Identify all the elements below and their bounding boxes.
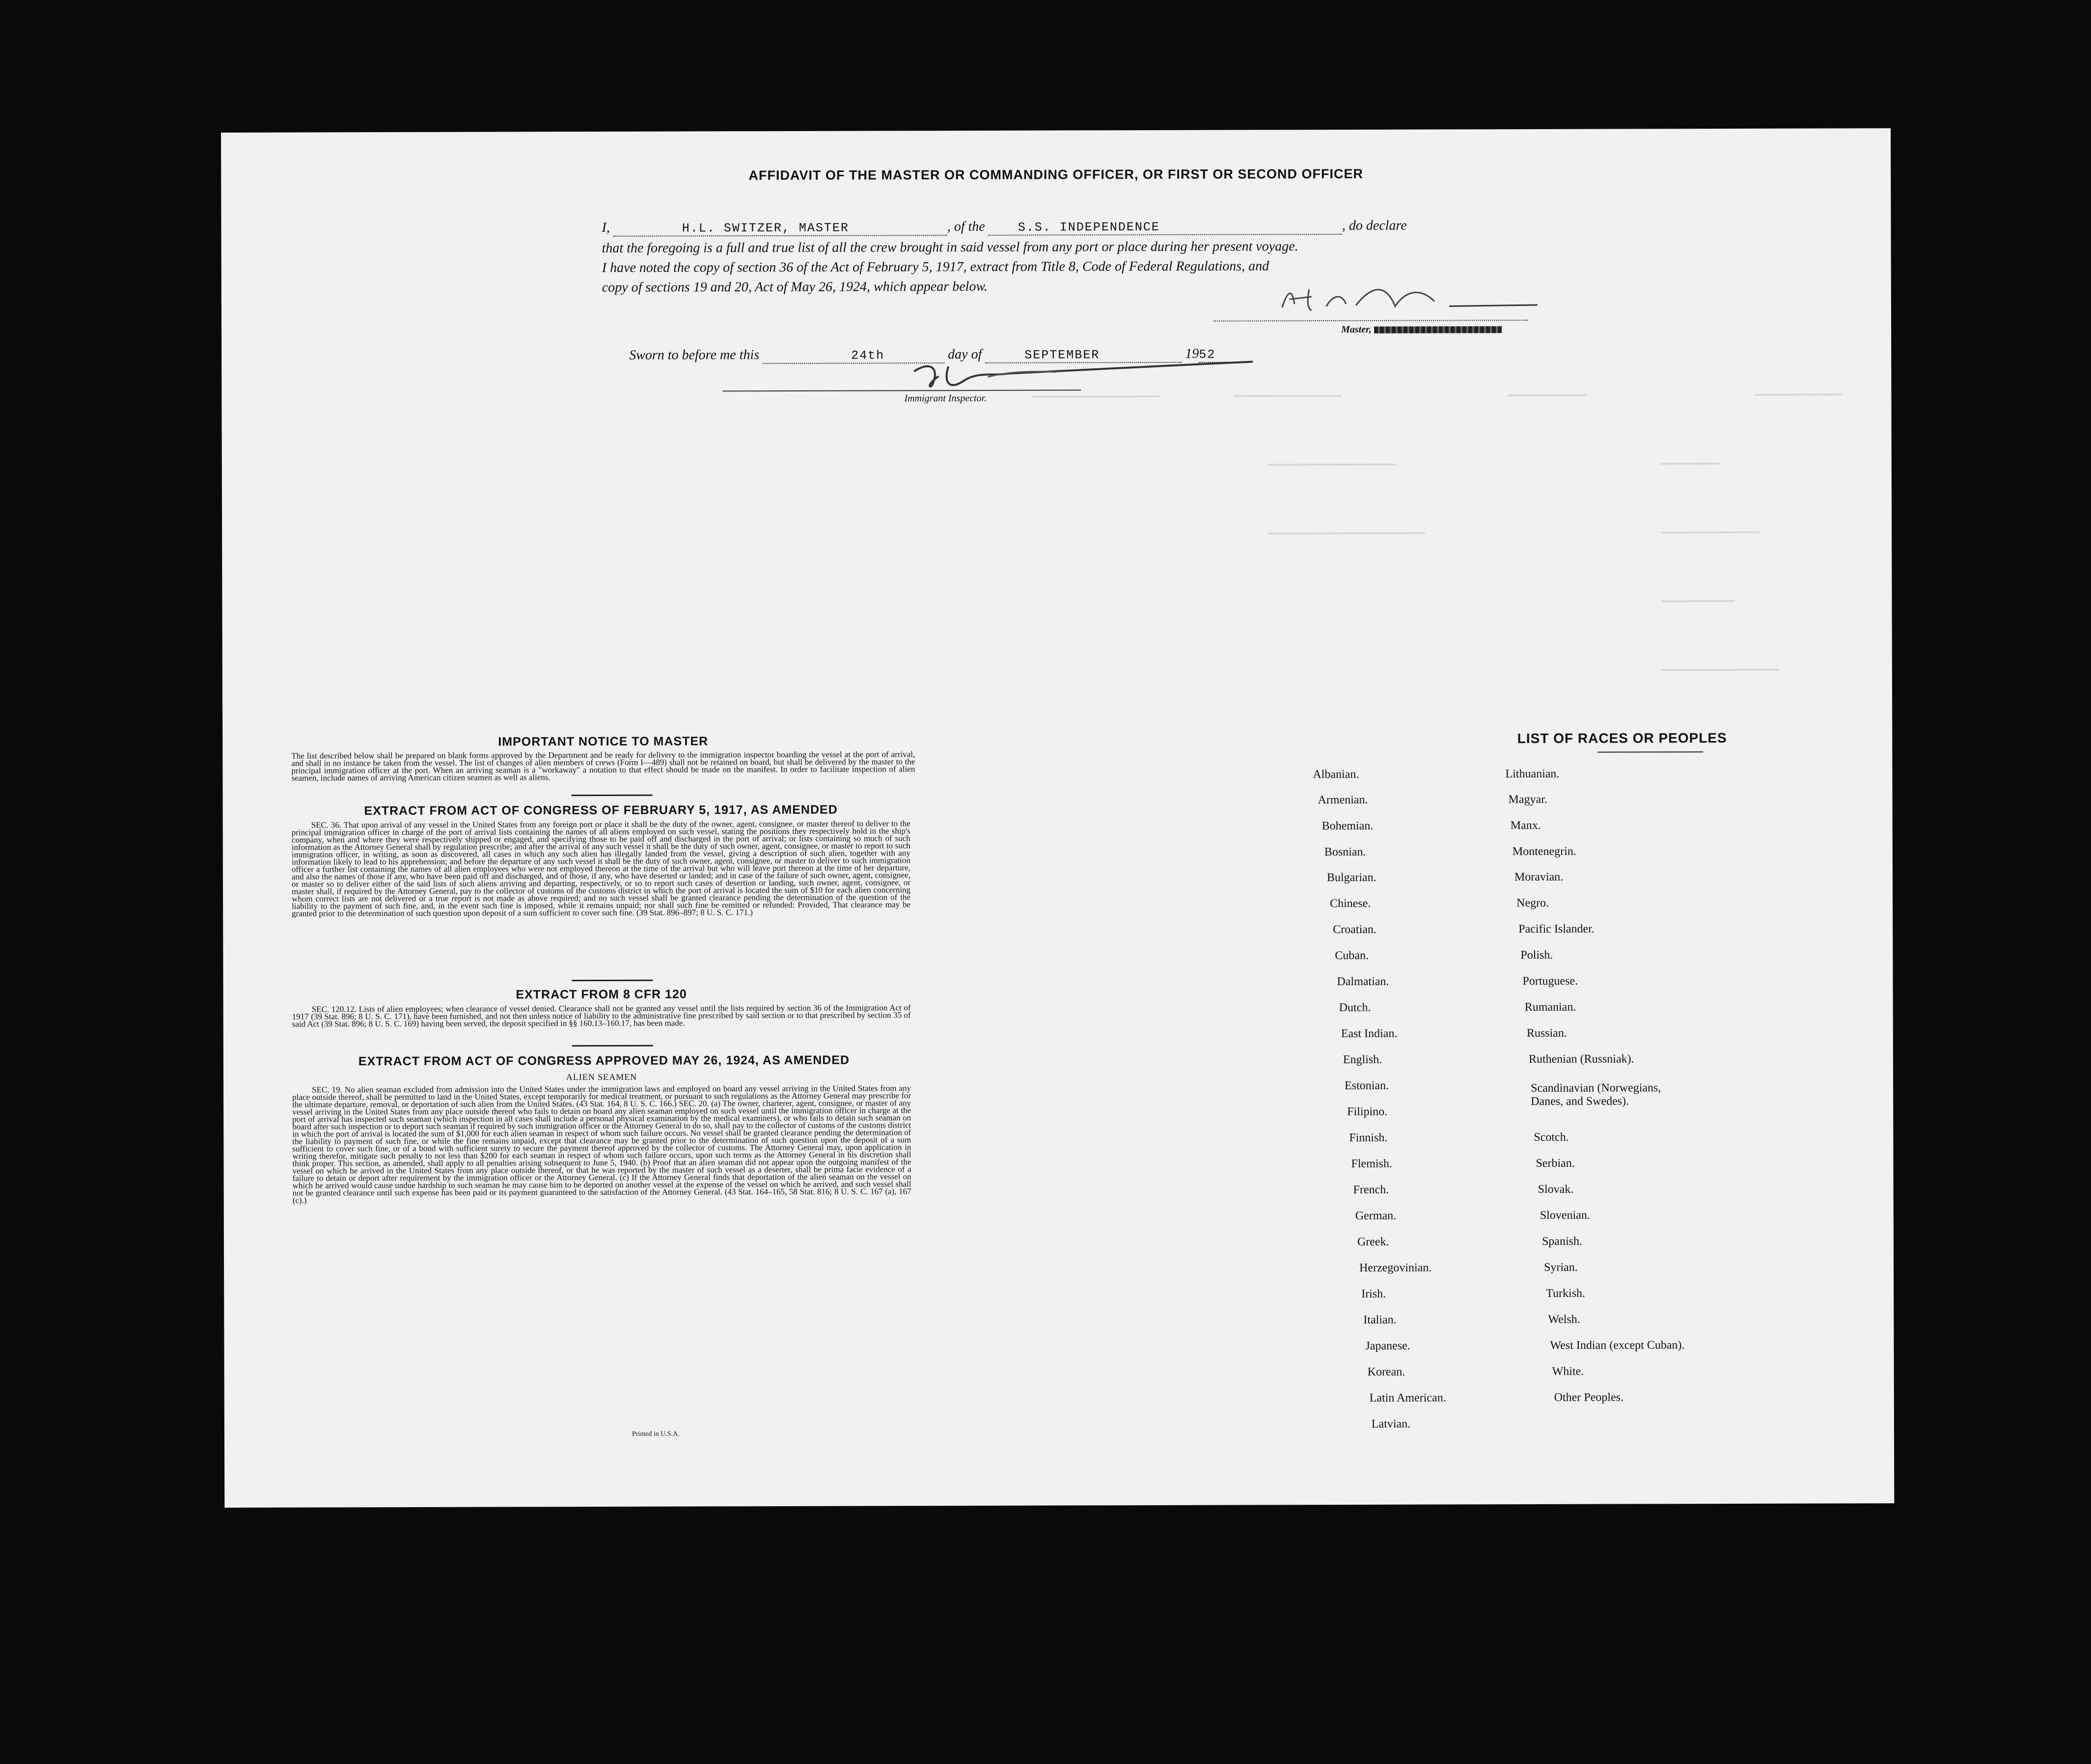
master-name-field: H.L. SWITZER, MASTER xyxy=(613,220,947,237)
race-item: Portuguese. xyxy=(1522,974,1578,988)
extract-cfr-title: EXTRACT FROM 8 CFR 120 xyxy=(516,987,687,1002)
race-item: Syrian. xyxy=(1544,1261,1578,1274)
affidavit-title: AFFIDAVIT OF THE MASTER OR COMMANDING OFFICER, OR FIRST OR SECOND OFFICER xyxy=(748,166,1364,183)
race-item: Spanish. xyxy=(1541,1235,1582,1248)
extract-1924-subtitle: ALIEN SEAMEN xyxy=(566,1072,637,1082)
extract-1924-title: EXTRACT FROM ACT OF CONGRESS APPROVED MAY 26, 1924, AS AMENDED xyxy=(358,1053,850,1069)
declaration-i-label: I, xyxy=(602,220,610,235)
declaration-of-the: , of the xyxy=(947,219,985,235)
bleed-through-mark xyxy=(1032,395,1159,398)
bleed-through-mark xyxy=(1268,464,1396,466)
race-item: English. xyxy=(1343,1053,1382,1067)
race-item: Estonian. xyxy=(1345,1079,1389,1093)
race-item: Scotch. xyxy=(1534,1130,1569,1144)
race-item: Filipino. xyxy=(1347,1105,1388,1119)
declaration-line-1 xyxy=(602,217,1746,237)
race-item: Italian. xyxy=(1363,1313,1397,1326)
extract-1924-body: SEC. 19. No alien seaman excluded from admission into the United States under the immigration laws and employed on board any vessel arriving in the United States from any place outside thereof, shall be permitted to land in the United States, except temporarily for medical treatment, or pursuant to such regulations as the Attorney General may prescribe for the ultimate departure, removal, or deportation of such alien from the United States. (43 Stat. 164, 8 U. S. C. 166.) SEC. 20. (a) The owner, charterer, agent, consignee, or master of any vessel arriving in the United States from any place outside thereof who fails to detain on board any alien seaman employed on such vessel until the immigration officer in charge at the port of arrival has inspected such seaman (which inspection in all cases shall include a personal physical examination by the medical examiners), or who fails to detain such seaman on board after such inspection or to deport such seaman if required by such immigration officer or the Attorney General to do so, shall pay to the collector of customs of the customs district in which the port of arrival is located the sum of $1,000 for each alien seaman in respect of whom such failure occurs. No vessel shall be granted clearance pending the determination of the liability to payment of such fine, or while the fine remains unpaid, except that clearance may be granted prior to the determination of such question upon the deposit of a sum sufficient to cover such fine, or of a bond with sufficient surety to secure the payment thereof approved by the collector of customs. The Attorney General may, upon application in writing therefor, mitigate such penalty to not less than $200 for each seaman in respect of whom such failure occurs, upon such terms as the Attorney General in his discretion shall think proper. This section, as amended, shall apply to all penalties arising subsequent to June 5, 1940. (b) Proof that an alien seaman did not appear upon the outgoing manifest of the vessel on which he arrived in the United States from any place outside thereof, or that he was reported by the master of such vessel as a deserter, shall be prima facie evidence of a failure to detain or deport after requirement by the immigration officer or the Attorney General. (c) If the Attorney General finds that deportation of the alien seaman on the vessel on which he arrived would cause undue hardship to such seaman he may cause him to be deported on another vessel at the expense of the vessel on which he arrived, and such vessel shall not be granted clearance until such expense has been paid or its payment guaranteed to the satisfaction of the Attorney General. (43 Stat. 164–165, 58 Stat. 816; 8 U. S. C. 167 (a), 167 (c).) xyxy=(292,1083,911,1205)
sworn-day-field: 24th xyxy=(763,348,944,364)
races-right-column xyxy=(221,128,1891,133)
race-item: Slovak. xyxy=(1538,1183,1574,1196)
document-page xyxy=(221,128,1894,1508)
master-caption xyxy=(1341,324,1502,335)
inspector-caption: Immigrant Inspector. xyxy=(904,392,987,404)
race-item: Finnish. xyxy=(1349,1131,1388,1144)
race-item: Scandinavian (Norwegians, Danes, and Swedes). xyxy=(1531,1081,1661,1108)
section-divider xyxy=(572,1045,653,1047)
race-item: Armenian. xyxy=(1318,793,1368,807)
race-item: Welsh. xyxy=(1548,1313,1580,1326)
race-item: Polish. xyxy=(1520,948,1553,962)
declaration-line-4: copy of sections 19 and 20, Act of May 26, 1924, which appear below. xyxy=(602,278,988,295)
bleed-through-mark xyxy=(1661,669,1779,671)
inspector-signature xyxy=(909,351,1263,396)
bleed-through-mark xyxy=(1754,393,1842,395)
race-item: Irish. xyxy=(1361,1287,1386,1300)
races-left-column xyxy=(221,128,1891,133)
race-item: Russian. xyxy=(1526,1026,1567,1040)
signature-line xyxy=(1213,320,1528,322)
bleed-through-mark xyxy=(1508,394,1587,396)
section-divider xyxy=(572,795,653,796)
race-item: Slovenian. xyxy=(1540,1209,1590,1222)
race-item: West Indian (except Cuban). xyxy=(1550,1339,1685,1352)
master-caption-label: Master, xyxy=(1341,324,1372,335)
extract-cfr-body: SEC. 120.12. Lists of alien employees; when clearance of vessel denied. Clearance shall not be granted any vessel until the lists required by section 36 of the Immigration Act of 1917 (39 Stat. 896; 8 U. S. C. 171), have been furnished, and not then unless notice of liability to the administrative fine prescribed by said section or to that prescribed by section 35 of said Act (39 Stat. 896; 8 U. S. C. 169) having been served, the deposit specified in §§ 160.13–160.17, has been made. xyxy=(292,1003,911,1029)
races-title: LIST OF RACES OR PEOPLES xyxy=(1517,730,1727,746)
race-item: Latin American. xyxy=(1369,1391,1446,1405)
race-item: Herzegovinian. xyxy=(1359,1261,1432,1274)
race-item: Other Peoples. xyxy=(1554,1391,1624,1404)
race-item: Lithuanian. xyxy=(1505,767,1560,781)
race-item: Turkish. xyxy=(1546,1287,1586,1300)
race-item: Chinese. xyxy=(1330,897,1371,910)
sworn-year-field: 52 xyxy=(1199,348,1228,363)
race-item: Japanese. xyxy=(1365,1339,1410,1352)
bleed-through-mark xyxy=(1233,395,1341,397)
sworn-month-field: SEPTEMBER xyxy=(985,348,1182,363)
race-item: Bulgarian. xyxy=(1326,871,1376,884)
race-item: Albanian. xyxy=(1313,768,1359,781)
notice-title: IMPORTANT NOTICE TO MASTER xyxy=(498,734,709,749)
races-title-underline xyxy=(1597,751,1703,753)
race-item: Montenegrin. xyxy=(1512,845,1576,858)
extract-1917-title: EXTRACT FROM ACT OF CONGRESS OF FEBRUARY 5, 1917, AS AMENDED xyxy=(364,802,838,818)
race-item: French. xyxy=(1353,1183,1389,1196)
master-signature xyxy=(1272,276,1547,321)
race-item: Moravian. xyxy=(1514,870,1564,884)
bleed-through-mark xyxy=(1268,532,1425,535)
declaration-line-3: I have noted the copy of section 36 of the Act of February 5, 1917, extract from Title 8, Code of Federal Regulations, and xyxy=(602,258,1269,276)
struck-out-text xyxy=(1374,327,1502,334)
race-item: White. xyxy=(1552,1365,1584,1378)
sworn-day-of: day of xyxy=(948,346,982,362)
declaration-line-2: that the foregoing is a full and true list of all the crew brought in said vessel from any port or place during her present voyage. xyxy=(602,239,1298,256)
sworn-prefix: Sworn to before me this xyxy=(629,347,760,363)
race-item: Negro. xyxy=(1516,896,1549,910)
declaration-do-declare: , do declare xyxy=(1342,218,1407,234)
vessel-name-field: S.S. INDEPENDENCE xyxy=(989,220,1342,236)
race-item: Cuban. xyxy=(1335,949,1369,963)
race-item: Latvian. xyxy=(1371,1417,1411,1431)
race-item: Serbian. xyxy=(1536,1157,1575,1170)
race-item: Dutch. xyxy=(1339,1001,1371,1015)
race-item: East Indian. xyxy=(1341,1027,1398,1041)
race-item: Bosnian. xyxy=(1324,845,1366,859)
race-item: German. xyxy=(1355,1209,1397,1222)
bleed-through-mark xyxy=(1661,531,1759,534)
race-item: Greek. xyxy=(1357,1235,1389,1248)
race-item: Flemish. xyxy=(1351,1157,1392,1170)
notice-body: The list described below shall be prepared on blank forms approved by the Department and be ready for delivery to the immigration inspector boarding the vessel at the port of arrival, and shall in no instance be taken from the vessel. The list of changes of alien members of crews (Form I—489) shall not be retained on board, but shall be delivered by the master to the principal immigration officer at the port. When an arriving seaman is a "workaway" a notation to that effect should be made on the manifest. In order to facilitate inspection of alien seamen, include names of arriving American citizen seamen as well as aliens. xyxy=(291,749,915,783)
race-item: Croatian. xyxy=(1333,923,1376,937)
race-item: Bohemian. xyxy=(1321,819,1374,833)
extract-1917-body: SEC. 36. That upon arrival of any vessel in the United States from any foreign port or place it shall be the duty of the owner, agent, consignee, or master thereof to deliver to the principal immigration officer in charge of the port of arrival lists containing the names of all aliens employed on such vessel, stating the positions they respectively hold in the ship's company, when and where they were respectively shipped or engaged, and specifying those to be paid off and discharged in the port of arrival; or lists containing so much of such information as the Attorney General shall by regulation prescribe; and after the arrival of any such vessel it shall be the duty of such owner, agent, consignee, or master to report to such immigration officer, in writing, as soon as discovered, all cases in which any such alien has illegally landed from the vessel, giving a description of such alien, together with any information likely to lead to his apprehension; and before the departure of any such vessel it shall be the duty of such owner, agent, consignee, or master to deliver to such immigration officer a further list containing the names of all alien employees who were not employed thereon at the time of the arrival but who will leave port thereon at the time of her departure, and also the names of those if any, who have been paid off and discharged, and of those, if any, who have deserted or landed; and in case of the failure of such owner, agent, consignee, or master so to deliver either of the said lists of such aliens arriving and departing, respectively, or so to report such cases of desertion or landing, such owner, agent, consignee, or master shall, if required by the Attorney General, pay to the collector of customs of the customs district in which the port of arrival is located the sum of $10 for each alien concerning whom correct lists are not delivered or a true report is not made as above required; and no such vessel shall be granted clearance pending the determination of the question of the liability to the payment of such fine, and, in the event such fine is imposed, while it remains unpaid; nor shall such fine be remitted or refunded: Provided, That clearance may be granted prior to the determination of such question upon deposit of a sum sufficient to cover such fine. (39 Stat. 896–897; 8 U. S. C. 171.) xyxy=(291,819,911,918)
race-item: Dalmatian. xyxy=(1337,975,1389,989)
printed-in-usa: Printed in U.S.A. xyxy=(632,1430,680,1438)
section-divider xyxy=(572,980,653,981)
race-item: Manx. xyxy=(1510,819,1541,832)
bleed-through-mark xyxy=(1661,600,1735,602)
race-item: Rumanian. xyxy=(1524,1000,1576,1014)
race-item: Ruthenian (Russniak). xyxy=(1528,1052,1634,1066)
sworn-year-prefix: 19 xyxy=(1185,346,1199,361)
race-item: Magyar. xyxy=(1508,793,1547,806)
bleed-through-mark xyxy=(1661,463,1720,465)
race-item: Korean. xyxy=(1367,1365,1405,1378)
race-item: Pacific Islander. xyxy=(1518,922,1595,936)
